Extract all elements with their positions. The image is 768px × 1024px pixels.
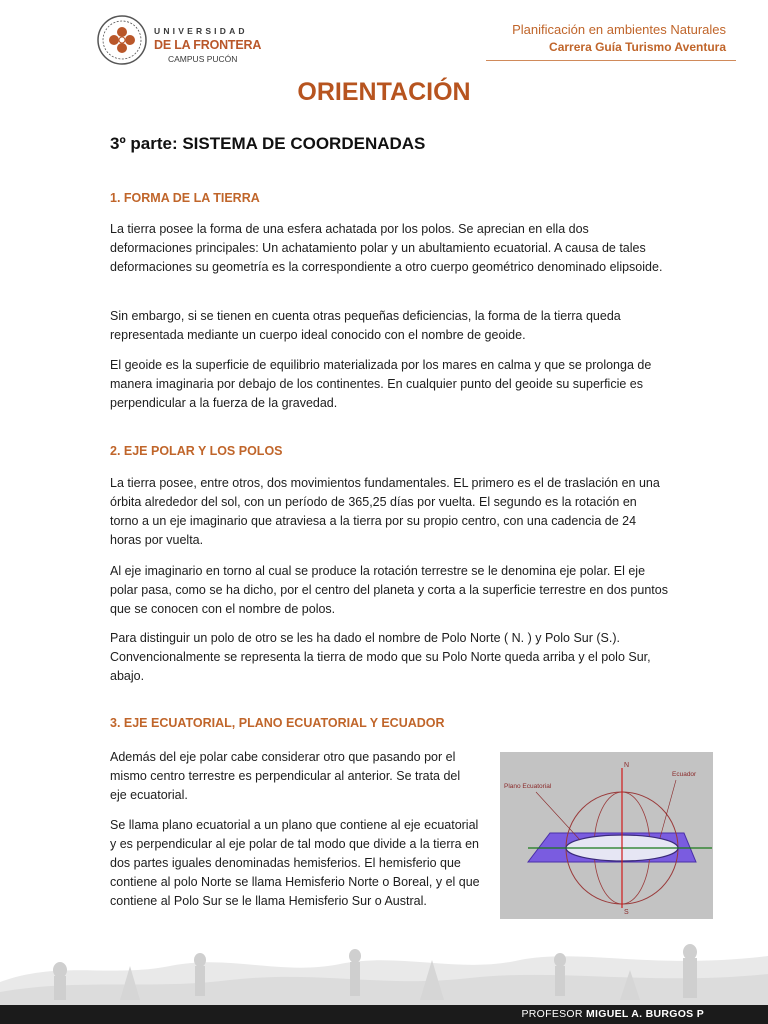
logo-line-university: UNIVERSIDAD <box>154 26 248 36</box>
part-title: 3º parte: SISTEMA DE COORDENADAS <box>110 134 426 153</box>
logo-line-frontera: DE LA FRONTERA <box>154 38 262 52</box>
paragraph <box>110 562 668 619</box>
university-logo <box>96 14 271 66</box>
paragraph-text: El geoide es la superficie de equilibrio materializada por los mares en calma y que se prolonga de manera imaginaria por debajo de los continentes. En cualquier punto del geoide su superficie es perpendicular a la fuerza de la gravedad. <box>110 358 652 410</box>
paragraph <box>110 220 668 277</box>
footer-prefix: PROFESOR <box>521 1008 583 1020</box>
section-forma-tierra <box>110 191 668 205</box>
header-program: Planificación en ambientes Naturales <box>512 22 726 37</box>
paragraph <box>110 816 485 911</box>
section-eje-ecuatorial <box>110 716 668 730</box>
footer-bar <box>0 1005 768 1024</box>
footer-professor <box>521 1008 704 1020</box>
paragraph-text: Para distinguir un polo de otro se les ha dado el nombre de Polo Norte ( N. ) y Polo Sur (S.). Convencionalmente se representa la tierra de modo que su Polo Norte queda arriba y el polo Sur, abajo. <box>110 631 651 683</box>
label-ecuador: Ecuador <box>672 771 697 778</box>
equatorial-plane-figure <box>500 752 713 919</box>
document-title: ORIENTACIÓN <box>297 78 471 106</box>
header-career: Carrera Guía Turismo Aventura <box>549 40 726 54</box>
paragraph-text: Al eje imaginario en torno al cual se produce la rotación terrestre se le denomina eje polar. El eje polar pasa, como se ha dicho, por el centro del planeta y corta a la superficie terrestre en dos puntos que se conocen con el nombre de polos. <box>110 564 668 616</box>
footer-landscape-illustration <box>0 930 768 1006</box>
paragraph-text: Sin embargo, si se tienen en cuenta otras pequeñas deficiencias, la forma de la tierra queda representada mediante un cuerpo ideal conocido con el nombre de geoide. <box>110 309 621 342</box>
section-heading: 3. EJE ECUATORIAL, PLANO ECUATORIAL Y ECUADOR <box>110 716 445 730</box>
label-north: N <box>624 762 630 769</box>
section-heading: 2. EJE POLAR Y LOS POLOS <box>110 444 283 458</box>
paragraph <box>110 629 668 686</box>
paragraph-text: La tierra posee la forma de una esfera achatada por los polos. Se aprecian en ella dos deformaciones principales: Un achatamiento polar y un abultamiento ecuatorial. A causa de tales deformaciones su geometría es la correspondiente a otro cuerpo geométrico denominado elipsoide. <box>110 222 663 274</box>
header-info <box>512 22 726 54</box>
paragraph <box>110 356 668 413</box>
label-plano-ecuatorial: Plano Ecuatorial <box>504 783 552 790</box>
footer-name: MIGUEL A. BURGOS P <box>586 1008 704 1020</box>
section-heading: 1. FORMA DE LA TIERRA <box>110 191 260 205</box>
header-divider <box>486 60 736 61</box>
paragraph <box>110 307 668 345</box>
label-south: S <box>624 909 629 916</box>
university-seal-icon <box>96 14 148 66</box>
paragraph <box>110 474 668 550</box>
section-eje-polar <box>110 444 668 458</box>
paragraph-text: Se llama plano ecuatorial a un plano que contiene al eje ecuatorial y es perpendicular al eje polar de tal modo que divide a la tierra en dos partes iguales denominadas hemisferios. El hemisferio que contiene al polo Norte se llama Hemisferio Norte o Boreal, y el que contiene al Polo Sur se le llama Hemisferio Sur o Austral. <box>110 818 480 908</box>
logo-line-campus: CAMPUS PUCÓN <box>168 54 238 64</box>
paragraph-text: Además del eje polar cabe considerar otro que pasando por el mismo centro terrestre es perpendicular al anterior. Se trata del eje ecuatorial. <box>110 750 461 802</box>
paragraph-text: La tierra posee, entre otros, dos movimientos fundamentales. EL primero es el de traslación en una órbita alrededor del sol, con un período de 365,25 días por vuelta. El segundo es la rotación en torno a un eje imaginario que atraviesa a la tierra por su propio centro, con una cadencia de 24 horas por vuelta. <box>110 476 660 547</box>
paragraph <box>110 748 480 805</box>
